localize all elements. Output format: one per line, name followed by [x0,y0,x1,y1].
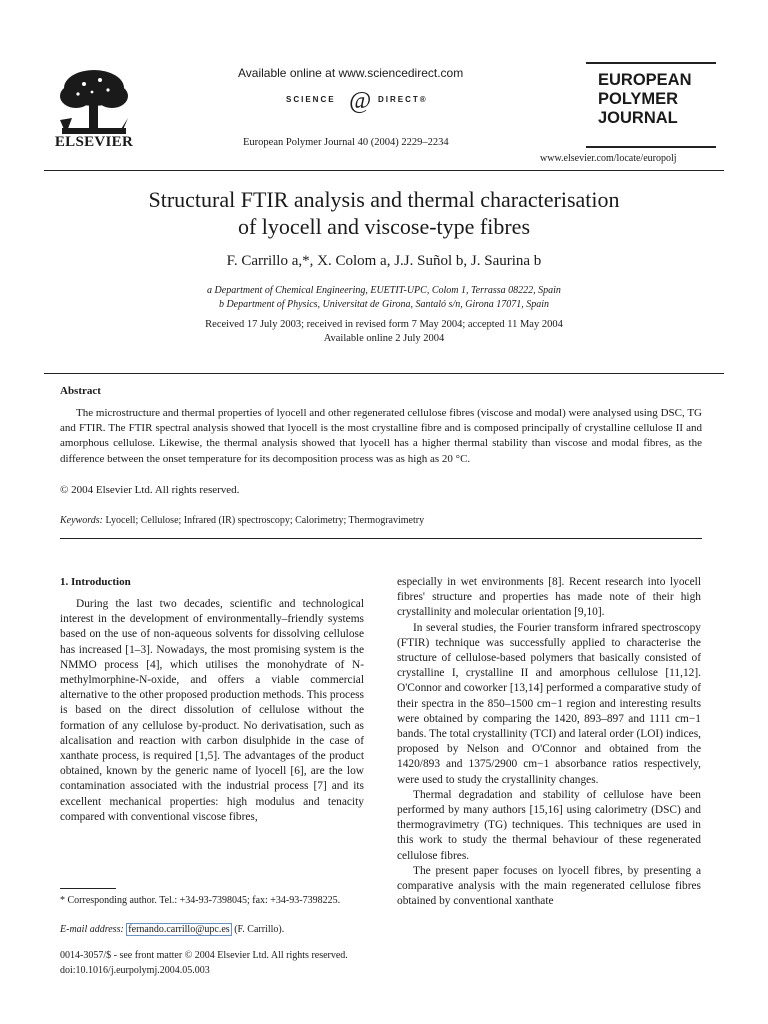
intro-paragraph-4: The present paper focuses on lyocell fibres, by presenting a comparative analysis with the main regenerated cellulose fibres obtained by conventional xanthate [397,864,701,908]
email-label: E-mail address: [60,924,124,935]
doi-line[interactable]: doi:10.1016/j.eurpolymj.2004.05.003 [60,965,210,976]
email-suffix: (F. Carrillo). [234,924,285,935]
footnote-divider [60,888,116,889]
header-divider [44,170,724,171]
journal-name-line1: EUROPEAN [598,71,692,89]
column-left [60,597,364,825]
publisher-name: ELSEVIER [54,134,134,150]
abstract-top-divider [44,373,724,374]
intro-paragraph-1: During the last two decades, scientific and technological interest in the development of environmentally–friendly systems based on the use of non-aqueous solvents for dissolving cellulose has increased [1–3]. Nowadays, the most promising system is the NMMO process [4], which utilises the monohydrate of N-methylmorphine-N-oxide, and offers a viable commercial alternative to the other proposed production methods. This process is based on the direct dissolution of cellulose without the formation of any cellulose by-product. No derivatisation, such as alcalisation and reaction with carbon disulphide in the case of xanthate process, is required [1,5]. The advantages of the product obtained, known by the generic name of lyocell [6], are the low contamination associated with the industrial process [7] and its excellent mechanical properties: high modulus and tenacity compared with conventional viscose fibres, [60,598,364,823]
journal-url[interactable]: www.elsevier.com/locate/europolj [540,153,677,164]
email-note [60,924,364,935]
sd-right-text: DIRECT® [378,95,428,104]
intro-paragraph-continued: especially in wet environments [8]. Recent research into lyocell fibres' structure and properties has made note of their high crystallinity and molecular orientation [9,10]. [397,576,701,619]
column-right [397,575,701,909]
journal-name-line3: JOURNAL [598,109,678,127]
affiliation-a: a Department of Chemical Engineering, EUETIT-UPC, Colom 1, Terrassa 08222, Spain [207,285,561,296]
corresponding-author-note: * Corresponding author. Tel.: +34-93-7398045; fax: +34-93-7398225. [60,895,341,906]
intro-paragraph-3: Thermal degradation and stability of cellulose have been performed by many authors [15,16] using calorimetry (DSC) and thermogravimetry (TG) techniques. This techniques are used in this work to study the thermal behaviour of these regenerated cellulose fibres. [397,788,701,862]
abstract-text: The microstructure and thermal properties of lyocell and other regenerated cellulose fibres (viscose and modal) were analysed using DSC, TG and FTIR. The FTIR spectral analysis showed that lyocell is the most crystalline fibre and is composed principally of crystalline cellulose II and amorphous cellulose. Likewise, the thermal analysis showed that lyocell has a higher thermal stability than viscose and modal fibres, as the difference between the onset temperature for its decomposition process was as high as 20 °C. [60,407,702,465]
abstract-heading: Abstract [60,385,101,397]
email-link[interactable]: fernando.carrillo@upc.es [128,924,230,935]
keywords-line [60,515,424,526]
received-dates: Received 17 July 2003; received in revised form 7 May 2004; accepted 11 May 2004 [205,319,563,330]
keywords-list: Lyocell; Cellulose; Infrared (IR) spectroscopy; Calorimetry; Thermogravimetry [105,515,425,526]
title-line-2: of lyocell and viscose-type fibres [237,214,530,239]
section-heading-introduction: 1. Introduction [60,576,131,588]
author-list: F. Carrillo a,*, X. Colom a, J.J. Suñol b, J. Saurina b [226,253,542,269]
available-date: Available online 2 July 2004 [323,333,445,344]
intro-paragraph-2: In several studies, the Fourier transform infrared spectroscopy (FTIR) technique was successfully applied to characterise the structure of cellulose-based polymers that basically consisted of crystalline I, crystalline II and amorphous cellulose [11,12]. O'Connor and coworker [13,14] performed a comparative study of their spectra in the 850–1500 cm−1 region and interesting results were obtained by comparing the 1420, 893–897 and 1111 cm−1 bands. The total crystallinity (TCI) and lateral order (LOI) indices, proposed by Nelson and O'Connor and obtained from the 1420/893 and 1375/2900 cm−1 absorbance ratios respectively, were used to study the crystallinity changes. [397,621,701,786]
sd-left-text: SCIENCE [286,95,336,104]
abstract-body [60,406,702,467]
elsevier-tree-logo [56,66,132,138]
front-matter-line: 0014-3057/$ - see front matter © 2004 Elsevier Ltd. All rights reserved. [60,950,348,961]
journal-citation: European Polymer Journal 40 (2004) 2229–2234 [243,137,449,148]
journal-logo [586,62,716,148]
abstract-copyright: © 2004 Elsevier Ltd. All rights reserved. [60,484,240,496]
affiliation-b: b Department of Physics, Universitat de Girona, Santaló s/n, Girona 17071, Spain [218,299,550,310]
journal-name-line2: POLYMER [598,90,679,108]
article-title [44,186,724,240]
available-online-text[interactable]: Available online at www.sciencedirect.com [238,66,464,80]
sciencedirect-logo [286,88,446,114]
abstract-bottom-divider [60,538,702,539]
title-line-1: Structural FTIR analysis and thermal characterisation [148,187,620,212]
sd-at-icon: @ [349,88,372,114]
keywords-label: Keywords: [60,515,103,526]
